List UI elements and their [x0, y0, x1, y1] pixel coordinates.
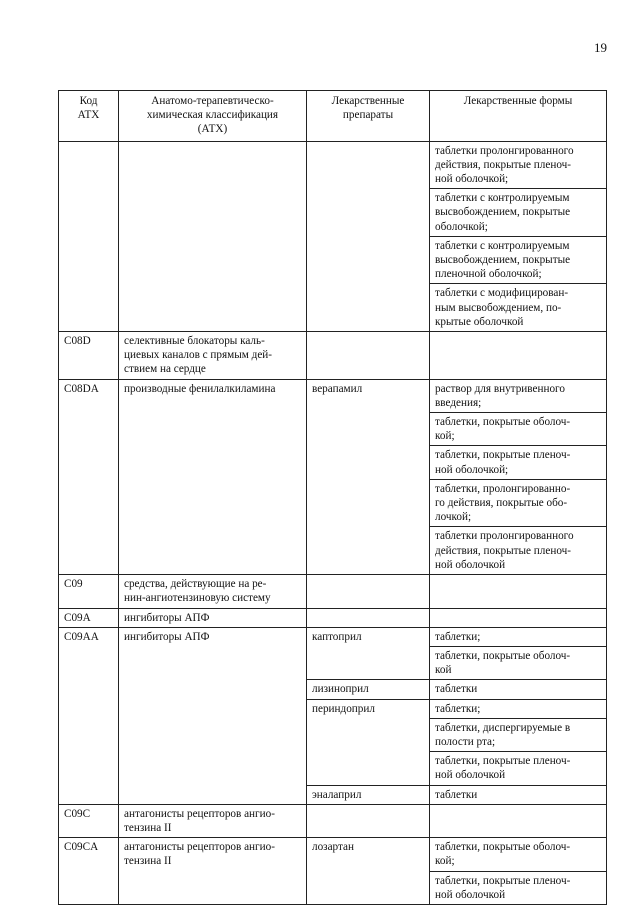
table-row	[59, 575, 607, 608]
code-cell: C08DA	[59, 379, 119, 574]
drug-cell: каптоприл	[307, 627, 430, 680]
drug-cell	[307, 804, 430, 837]
code-cell: C09CA	[59, 838, 119, 905]
drug-cell	[307, 141, 430, 331]
form-cell: таблетки пролонгированного действия, покрытые пленоч- ной оболочкой;	[430, 141, 607, 189]
classification-cell: антагонисты рецепторов ангио- тензина II	[119, 838, 307, 905]
form-cell: раствор для внутривенного введения;	[430, 379, 607, 412]
drug-cell: лизиноприл	[307, 680, 430, 699]
form-cell: таблетки, покрытые пленоч- ной оболочкой	[430, 752, 607, 785]
form-cell: таблетки, покрытые оболоч- кой	[430, 646, 607, 679]
classification-cell: производные фенилалкиламина	[119, 379, 307, 574]
drug-cell: эналаприл	[307, 785, 430, 804]
form-cell: таблетки пролонгированного действия, покрытые пленоч- ной оболочкой	[430, 527, 607, 575]
classification-cell: ингибиторы АПФ	[119, 627, 307, 804]
drug-cell: лозартан	[307, 838, 430, 905]
table-header-row	[59, 91, 607, 142]
table-row	[59, 332, 607, 380]
form-cell	[430, 608, 607, 627]
header-drugs: Лекарственные препараты	[307, 91, 430, 142]
code-cell: C09A	[59, 608, 119, 627]
form-cell: таблетки с контролируемым высвобождением, покрытые пленочной оболочкой;	[430, 236, 607, 284]
form-cell: таблетки;	[430, 627, 607, 646]
drug-cell	[307, 608, 430, 627]
code-cell	[59, 141, 119, 331]
form-cell: таблетки	[430, 680, 607, 699]
drug-cell	[307, 332, 430, 380]
form-cell: таблетки, диспергируемые в полости рта;	[430, 718, 607, 751]
form-cell: таблетки с модифицирован- ным высвобождением, по- крытые оболочкой	[430, 284, 607, 332]
page-number: 19	[594, 40, 607, 55]
table-row	[59, 804, 607, 837]
form-cell: таблетки с контролируемым высвобождением, покрытые оболочкой;	[430, 189, 607, 237]
form-cell: таблетки	[430, 785, 607, 804]
form-cell	[430, 332, 607, 380]
classification-cell: селективные блокаторы каль- циевых каналов с прямым дей- ствием на сердце	[119, 332, 307, 380]
form-cell: таблетки;	[430, 699, 607, 718]
drug-cell	[307, 575, 430, 608]
code-cell: C09C	[59, 804, 119, 837]
classification-cell: антагонисты рецепторов ангио- тензина II	[119, 804, 307, 837]
table-row	[59, 608, 607, 627]
form-cell: таблетки, пролонгированно- го действия, покрытые обо- лочкой;	[430, 479, 607, 527]
classification-cell: средства, действующие на ре- нин-ангиотензиновую систему	[119, 575, 307, 608]
code-cell: C09AA	[59, 627, 119, 804]
table-row	[59, 838, 607, 871]
classification-cell: ингибиторы АПФ	[119, 608, 307, 627]
form-cell: таблетки, покрытые пленоч- ной оболочкой;	[430, 446, 607, 479]
atx-table	[58, 90, 607, 905]
drug-cell: верапамил	[307, 379, 430, 574]
form-cell	[430, 575, 607, 608]
code-cell: C08D	[59, 332, 119, 380]
form-cell: таблетки, покрытые пленоч- ной оболочкой	[430, 871, 607, 904]
header-code: Код ATX	[59, 91, 119, 142]
form-cell	[430, 804, 607, 837]
classification-cell	[119, 141, 307, 331]
header-forms: Лекарственные формы	[430, 91, 607, 142]
table-row	[59, 627, 607, 646]
form-cell: таблетки, покрытые оболоч- кой;	[430, 838, 607, 871]
drug-cell: периндоприл	[307, 699, 430, 785]
code-cell: C09	[59, 575, 119, 608]
form-cell: таблетки, покрытые оболоч- кой;	[430, 413, 607, 446]
table-row	[59, 141, 607, 189]
table-row	[59, 379, 607, 412]
header-classification: Анатомо-терапевтическо- химическая классификация (АТХ)	[119, 91, 307, 142]
